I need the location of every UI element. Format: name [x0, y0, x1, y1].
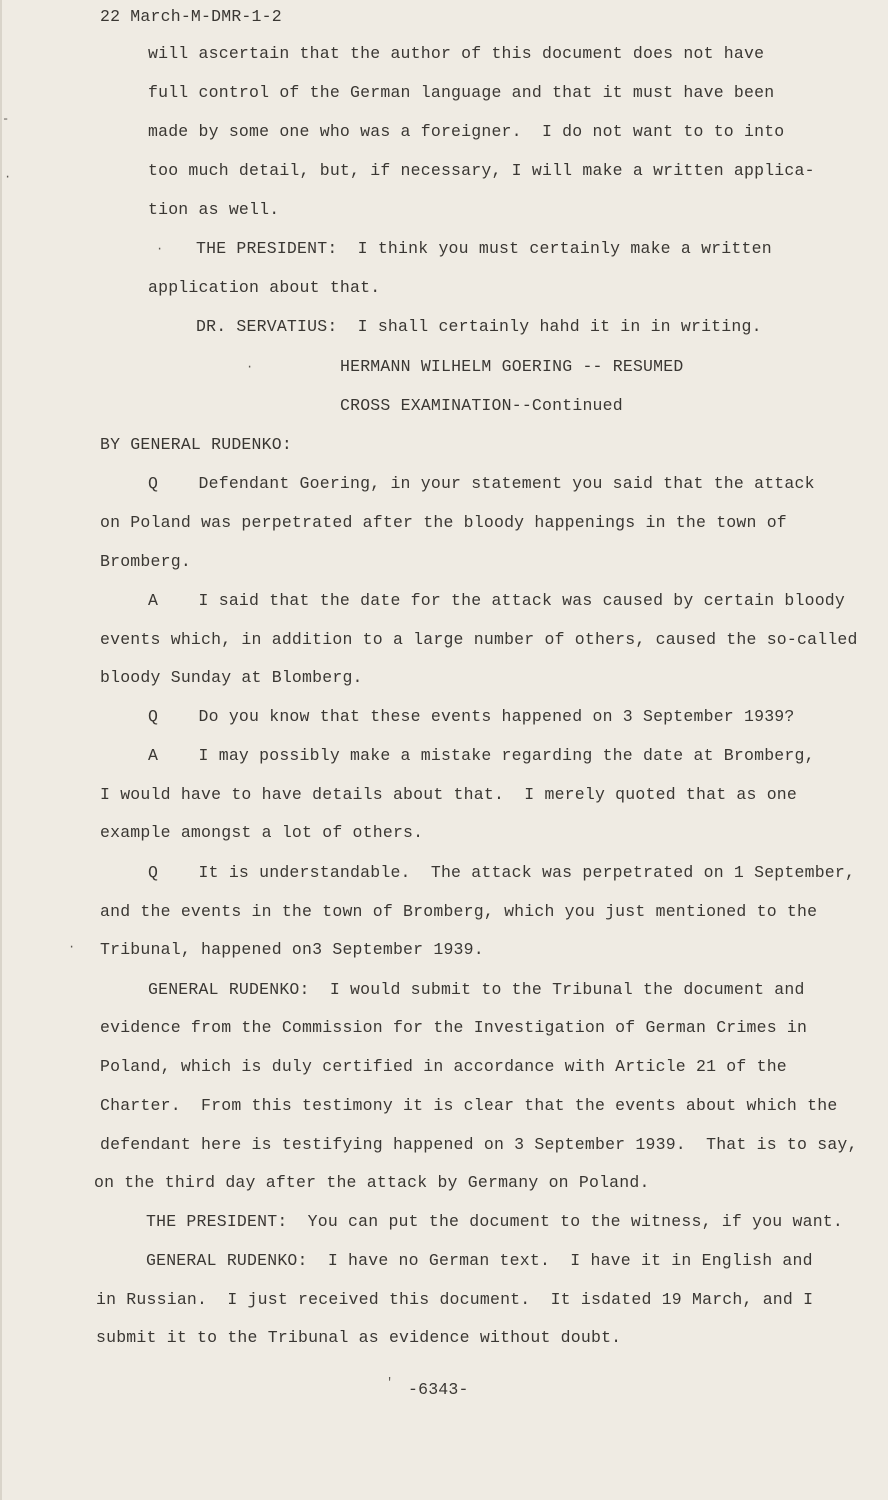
- text-line: in Russian. I just received this document. It isdated 19 March, and I: [96, 1290, 814, 1309]
- text-line: Tribunal, happened on3 September 1939.: [100, 940, 484, 959]
- margin-mark: -: [2, 112, 10, 126]
- text-line: too much detail, but, if necessary, I will make a written applica-: [148, 161, 815, 180]
- text-line: Poland, which is duly certified in accordance with Article 21 of the: [100, 1057, 787, 1076]
- text-line: made by some one who was a foreigner. I do not want to to into: [148, 122, 785, 141]
- text-line: example amongst a lot of others.: [100, 823, 424, 842]
- text-line: events which, in addition to a large number of others, caused the so-called: [100, 630, 858, 649]
- section-subheading: CROSS EXAMINATION--Continued: [340, 396, 623, 415]
- page-edge: [0, 0, 2, 1500]
- text-line: GENERAL RUDENKO: I have no German text. I have it in English and: [146, 1251, 813, 1270]
- text-line: bloody Sunday at Blomberg.: [100, 668, 363, 687]
- text-line: GENERAL RUDENKO: I would submit to the Tribunal the document and: [148, 980, 805, 999]
- text-line: submit it to the Tribunal as evidence without doubt.: [96, 1328, 622, 1347]
- margin-mark: ·: [246, 360, 254, 374]
- margin-mark: ·: [4, 170, 12, 184]
- text-line: Q Do you know that these events happened on 3 September 1939?: [148, 707, 795, 726]
- text-line: on the third day after the attack by Germany on Poland.: [94, 1173, 650, 1192]
- text-line: tion as well.: [148, 200, 280, 219]
- margin-mark: ·: [68, 940, 76, 954]
- text-line: and the events in the town of Bromberg, which you just mentioned to the: [100, 902, 818, 921]
- margin-mark: ·: [156, 242, 164, 256]
- page-header: 22 March-M-DMR-1-2: [100, 7, 282, 26]
- text-line: THE PRESIDENT: I think you must certainly make a written: [196, 239, 772, 258]
- text-line: defendant here is testifying happened on 3 September 1939. That is to say,: [100, 1135, 858, 1154]
- text-line: full control of the German language and that it must have been: [148, 83, 775, 102]
- page-number: -6343-: [408, 1380, 469, 1399]
- text-line: evidence from the Commission for the Investigation of German Crimes in: [100, 1018, 808, 1037]
- examiner-line: BY GENERAL RUDENKO:: [100, 435, 292, 454]
- text-line: application about that.: [148, 278, 381, 297]
- margin-mark: ': [386, 1376, 394, 1390]
- text-line: A I may possibly make a mistake regarding the date at Bromberg,: [148, 746, 815, 765]
- text-line: THE PRESIDENT: You can put the document to the witness, if you want.: [146, 1212, 844, 1231]
- text-line: A I said that the date for the attack was caused by certain bloody: [148, 591, 846, 610]
- text-line: will ascertain that the author of this document does not have: [148, 44, 765, 63]
- text-line: Charter. From this testimony it is clear that the events about which the: [100, 1096, 838, 1115]
- text-line: Q It is understandable. The attack was perpetrated on 1 September,: [148, 863, 856, 882]
- text-line: on Poland was perpetrated after the bloody happenings in the town of: [100, 513, 787, 532]
- text-line: Bromberg.: [100, 552, 191, 571]
- text-line: I would have to have details about that. I merely quoted that as one: [100, 785, 798, 804]
- section-heading: HERMANN WILHELM GOERING -- RESUMED: [340, 357, 684, 376]
- text-line: DR. SERVATIUS: I shall certainly hahd it in in writing.: [196, 317, 762, 336]
- text-line: Q Defendant Goering, in your statement you said that the attack: [148, 474, 815, 493]
